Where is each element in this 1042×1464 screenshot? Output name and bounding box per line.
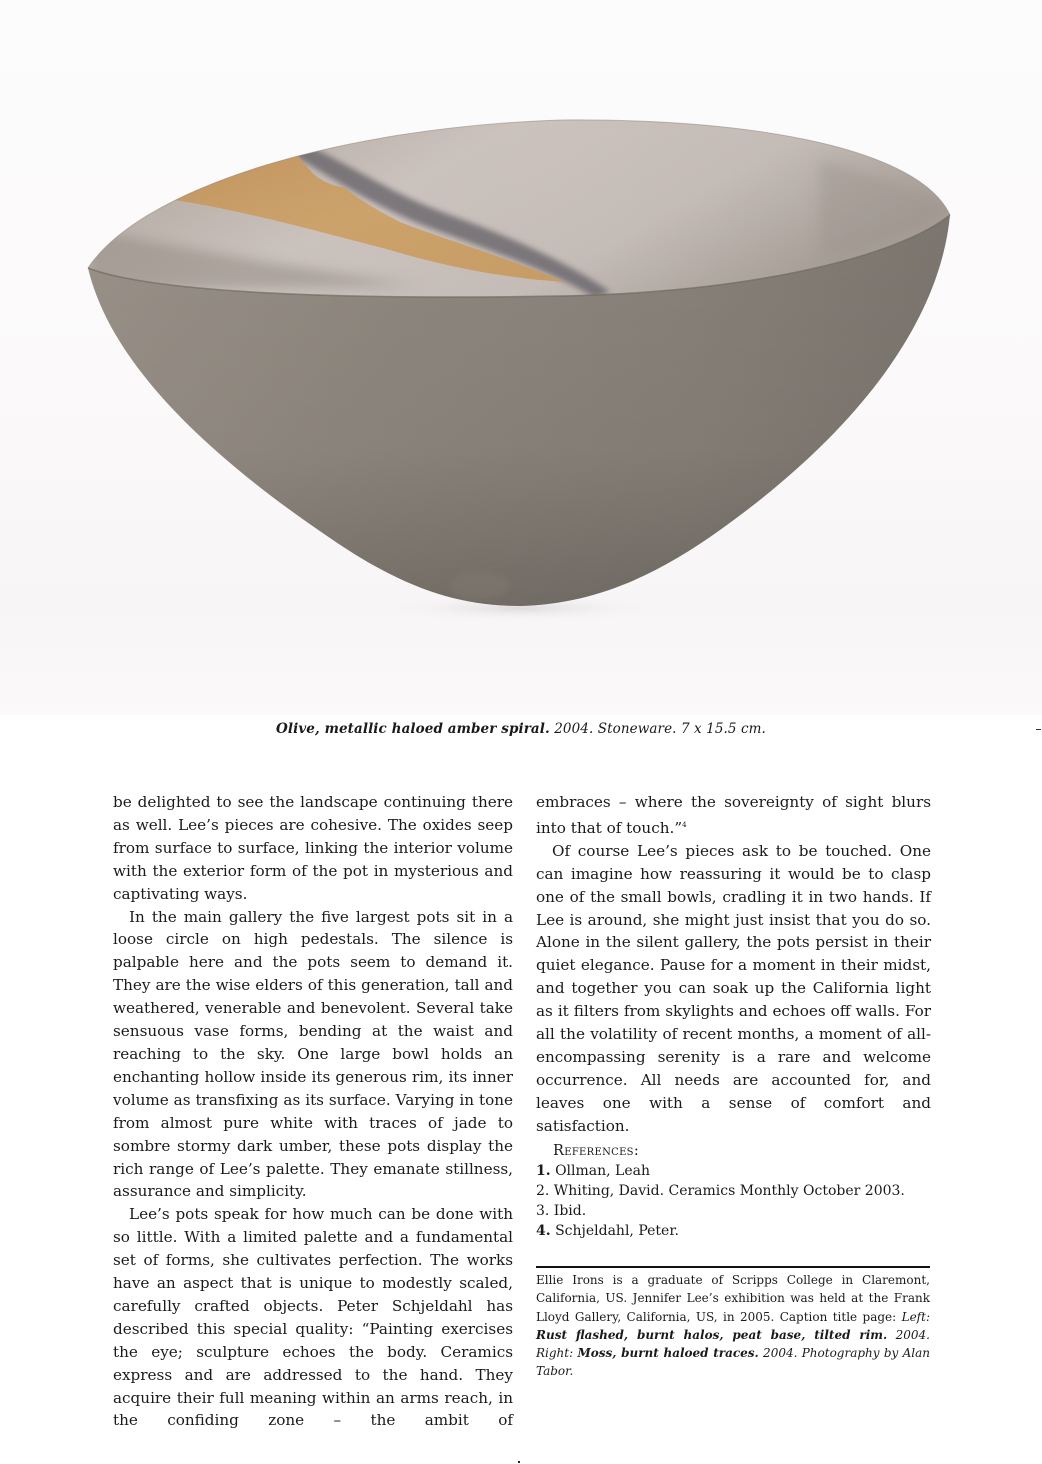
author-bio (536, 1271, 930, 1381)
crop-mark (1036, 729, 1041, 730)
reference-text: Ibid. (549, 1203, 587, 1219)
bio-text: Ellie Irons is a graduate of Scripps College in Claremont, California, US. Jennifer Lee’s exhibition was held at the Frank Lloyd Gallery, California, US, in 2005. Caption title page: (536, 1273, 930, 1324)
bowl-illustration (0, 0, 1042, 715)
right-title: Moss, burnt haloed traces. (577, 1346, 759, 1361)
right-label: Right: (536, 1346, 578, 1361)
reference-text: Whiting, David. Ceramics Monthly October 2003. (549, 1183, 905, 1199)
left-title: Rust flashed, burnt halos, peat base, tilted rim. (536, 1327, 888, 1342)
footnote-marker: 4 (682, 820, 687, 829)
right-year: 2004. (758, 1346, 802, 1361)
reference-number: 4. (536, 1223, 551, 1239)
reference-item (536, 1161, 936, 1181)
article-column-right (536, 791, 931, 1138)
reference-text: Ollman, Leah (550, 1163, 650, 1179)
reference-text: Schjeldahl, Peter. (550, 1223, 679, 1239)
bowl-photograph (0, 0, 1042, 715)
references-section (536, 1141, 936, 1241)
quote-end-text: embraces – where the sovereignty of sight blurs into that of touch.” (536, 793, 931, 837)
reference-number: 2. (536, 1183, 550, 1199)
article-column-left (113, 791, 513, 1432)
bio-divider (536, 1266, 930, 1268)
body-paragraph (536, 791, 931, 840)
reference-item (536, 1221, 936, 1241)
references-heading: References: (553, 1143, 640, 1159)
left-label: Left: (901, 1309, 930, 1324)
left-year: 2004. (887, 1327, 930, 1342)
body-paragraph: Of course Lee’s pieces ask to be touched. One can imagine how reassuring it would be to clasp one of the small bowls, cradling it in two hands. If Lee is around, she might just insist that you do so. Alone in the silent gallery, the pots persist in their quiet elegance. Pause for a moment in their midst, and together you can soak up the California light as it filters from skylights and echoes off walls. For all the volatility of recent months, a moment of all-encompassing serenity is a rare and welcome occurrence. All needs are accounted for, and leaves one with a sense of comfort and satisfaction. (536, 841, 931, 1135)
caption-title: Olive, metallic haloed amber spiral. (276, 721, 550, 737)
caption-details: 2004. Stoneware. 7 x 15.5 cm. (549, 721, 766, 737)
reference-number: 3. (536, 1203, 550, 1219)
body-paragraph: In the main gallery the five largest pots sit in a loose circle on high pedestals. The silence is palpable here and the pots seem to demand it. They are the wise elders of this generation, tall and weathered, venerable and benevolent. Several take sensuous vase forms, bending at the waist and reaching to the sky. One large bowl holds an enchanting hollow inside its generous rim, its inner volume as transfixing as its surface. Varying in tone from almost pure white with traces of jade to sombre stormy dark umber, these pots display the rich range of Lee’s palette. They emanate stillness, assurance and simplicity. (113, 907, 513, 1201)
photo-caption (0, 721, 1042, 737)
crop-mark (518, 1461, 520, 1463)
body-paragraph: Lee’s pots speak for how much can be done with so little. With a limited palette and a fundamental set of forms, she cultivates perfection. The works have an aspect that is unique to modestly scaled, carefully crafted objects. Peter Schjeldahl has described this special quality: “Painting exercises the eye; sculpture echoes the body. Ceramics express and are addressed to the hand. They acquire their full meaning within an arms reach, in the confiding zone – the ambit of (113, 1205, 513, 1430)
reference-item (536, 1201, 936, 1221)
reference-item (536, 1181, 936, 1201)
photo-credit: Photography by Alan Tabor. (536, 1346, 931, 1379)
body-paragraph: be delighted to see the landscape continuing there as well. Lee’s pieces are cohesive. The oxides seep from surface to surface, linking the interior volume with the exterior form of the pot in mysterious and captivating ways. (113, 793, 513, 903)
reference-number: 1. (536, 1163, 551, 1179)
